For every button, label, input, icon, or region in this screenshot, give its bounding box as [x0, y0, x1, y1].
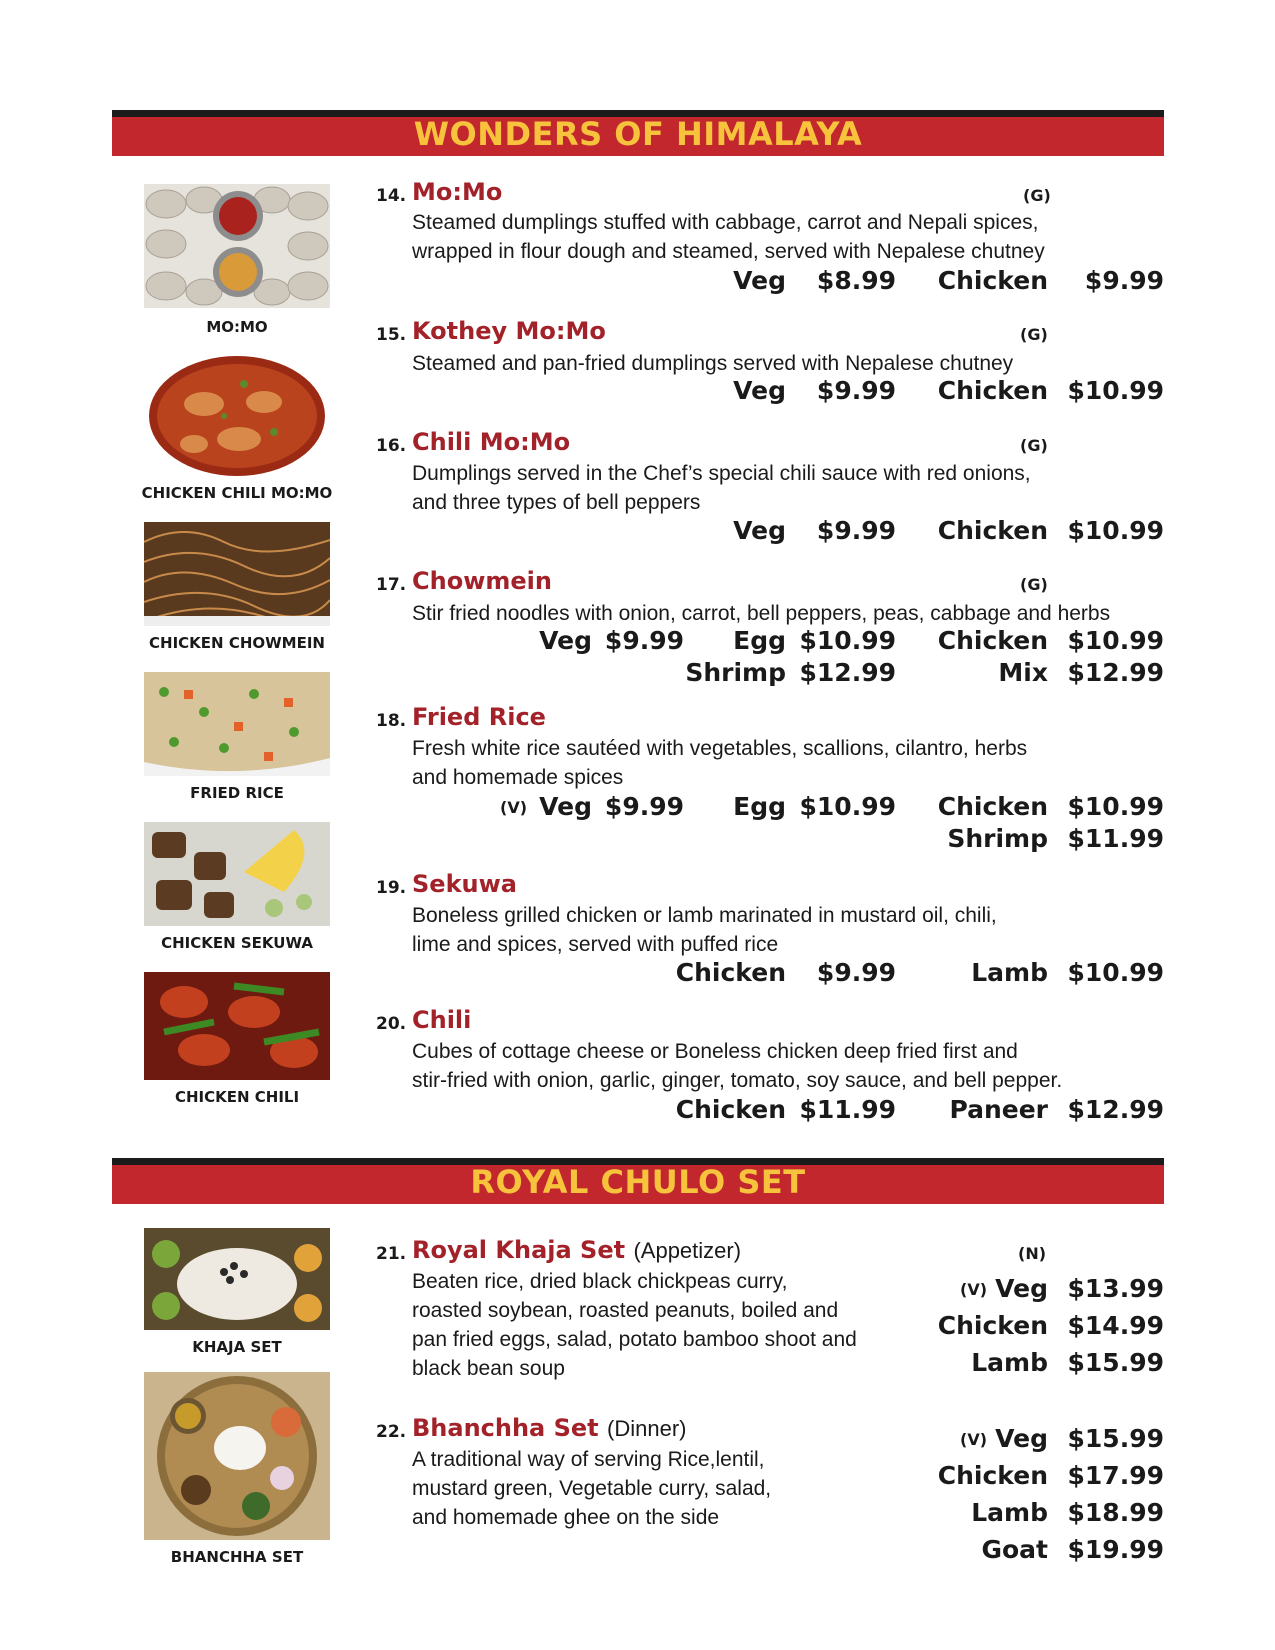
- price-label: Shrimp: [947, 824, 1048, 853]
- price-label: Chicken: [937, 1461, 1048, 1490]
- price-value: $9.99: [604, 626, 684, 655]
- item-name-fried-rice: Fried Rice: [412, 703, 546, 731]
- price-value: $13.99: [1067, 1274, 1164, 1303]
- item-name-royal-khaja-set: Royal Khaja Set (Appetizer): [412, 1236, 742, 1264]
- section-banner-himalaya: [112, 110, 1164, 156]
- item-subtitle: (Dinner): [607, 1416, 687, 1441]
- price-value: $12.99: [1067, 658, 1164, 687]
- item-description: Steamed dumplings stuffed with cabbage, carrot and Nepali spices, wrapped in flour dough and steamed, served with Nepalese chutney: [412, 211, 1045, 263]
- price-label: Lamb: [971, 1348, 1048, 1377]
- item-number: 18.: [376, 711, 407, 731]
- item-number: 14.: [376, 186, 407, 206]
- price-value: $8.99: [816, 266, 896, 295]
- item-number: 15.: [376, 325, 407, 345]
- price-value: $12.99: [1067, 1095, 1164, 1124]
- price-value: $10.99: [1067, 958, 1164, 987]
- price-value: $17.99: [1067, 1461, 1164, 1490]
- price-label: Chicken: [675, 958, 786, 987]
- price-label: Egg: [733, 792, 786, 821]
- item-name-chili-momo: Chili Mo:Mo: [412, 428, 571, 456]
- photo-caption: MO:MO: [206, 318, 268, 336]
- price-label: Mix: [998, 658, 1048, 687]
- item-name-sekuwa: Sekuwa: [412, 870, 517, 898]
- price-label: Chicken: [937, 626, 1048, 655]
- item-description: A traditional way of serving Rice,lentil, mustard green, Vegetable curry, salad, and homemade ghee on the side: [412, 1448, 772, 1529]
- price-label: Lamb: [971, 1498, 1048, 1527]
- item-name-momo: Mo:Mo: [412, 178, 503, 206]
- photo-caption: CHICKEN CHILI MO:MO: [141, 484, 333, 502]
- item-name-kothey-momo: Kothey Mo:Mo: [412, 317, 606, 345]
- item-number: 22.: [376, 1422, 407, 1442]
- price-label: Chicken: [675, 1095, 786, 1124]
- item-description: Stir fried noodles with onion, carrot, bell peppers, peas, cabbage and herbs: [412, 602, 1111, 625]
- price-value: $9.99: [816, 376, 896, 405]
- item-description: Fresh white rice sautéed with vegetables, scallions, cilantro, herbs and homemade spices: [412, 737, 1028, 789]
- item-number: 19.: [376, 878, 407, 898]
- chicken-chili-momo-photo: [144, 354, 330, 478]
- price-label: Paneer: [949, 1095, 1048, 1124]
- item-number: 21.: [376, 1244, 407, 1264]
- item-description: Dumplings served in the Chef’s special chili sauce with red onions, and three types of bell peppers: [412, 462, 1031, 514]
- item-description: Cubes of cottage cheese or Boneless chicken deep fried first and stir-fried with onion, garlic, ginger, tomato, soy sauce, and bell pepper.: [412, 1040, 1063, 1092]
- price-label: Shrimp: [685, 658, 786, 687]
- price-label: Chicken: [937, 1311, 1048, 1340]
- vegan-tag: (V): [960, 1280, 988, 1299]
- fried-rice-photo: [144, 672, 330, 776]
- price-value: $15.99: [1067, 1424, 1164, 1453]
- item-description: Steamed and pan-fried dumplings served with Nepalese chutney: [412, 352, 1014, 375]
- item-name-bhanchha-set: Bhanchha Set (Dinner): [412, 1414, 687, 1442]
- price-label: Veg: [995, 1424, 1048, 1453]
- price-value: $19.99: [1067, 1535, 1164, 1564]
- chicken-chowmein-photo: [144, 522, 330, 626]
- price-value: $10.99: [1067, 792, 1164, 821]
- price-label: Chicken: [937, 266, 1048, 295]
- price-label: Chicken: [937, 376, 1048, 405]
- price-label: Veg: [995, 1274, 1048, 1303]
- price-label: Goat: [981, 1535, 1048, 1564]
- price-value: $10.99: [1067, 626, 1164, 655]
- momo-photo: [144, 184, 330, 308]
- price-label: Veg: [733, 266, 786, 295]
- price-label: Egg: [733, 626, 786, 655]
- section-title: WONDERS OF HIMALAYA: [413, 115, 863, 153]
- gluten-tag: (G): [1020, 436, 1048, 455]
- item-name-chowmein: Chowmein: [412, 567, 552, 595]
- bhanchha-set-photo: [144, 1372, 330, 1540]
- section-title: ROYAL CHULO SET: [470, 1163, 806, 1201]
- price-value: $10.99: [799, 626, 896, 655]
- gluten-tag: (G): [1020, 325, 1048, 344]
- price-label: Veg: [733, 376, 786, 405]
- price-value: $11.99: [799, 1095, 896, 1124]
- price-value: $10.99: [799, 792, 896, 821]
- item-description: Boneless grilled chicken or lamb marinated in mustard oil, chili, lime and spices, served with puffed rice: [412, 904, 997, 956]
- gluten-tag: (G): [1023, 186, 1051, 205]
- price-value: $12.99: [799, 658, 896, 687]
- price-label: Chicken: [937, 516, 1048, 545]
- vegan-tag: (V): [960, 1430, 988, 1449]
- price-value: $9.99: [816, 516, 896, 545]
- price-value: $11.99: [1067, 824, 1164, 853]
- item-number: 17.: [376, 575, 407, 595]
- price-value: $9.99: [816, 958, 896, 987]
- price-label: Veg: [539, 626, 592, 655]
- nut-tag: (N): [1018, 1244, 1047, 1263]
- price-value: $9.99: [604, 792, 684, 821]
- photo-caption: CHICKEN SEKUWA: [161, 934, 313, 952]
- photo-caption: KHAJA SET: [192, 1338, 282, 1356]
- photo-caption: CHICKEN CHOWMEIN: [149, 634, 325, 652]
- vegan-tag: (V): [500, 798, 528, 817]
- item-number: 16.: [376, 436, 407, 456]
- price-label: Veg: [539, 792, 592, 821]
- item-subtitle: (Appetizer): [633, 1238, 742, 1263]
- chicken-chili-photo: [144, 972, 330, 1080]
- item-description: Beaten rice, dried black chickpeas curry, roasted soybean, roasted peanuts, boiled and pan fried eggs, salad, potato bamboo shoot and black bean soup: [412, 1270, 857, 1380]
- item-name-chili: Chili: [412, 1006, 472, 1034]
- price-label: Chicken: [937, 792, 1048, 821]
- price-value: $9.99: [1084, 266, 1164, 295]
- price-label: Lamb: [971, 958, 1048, 987]
- photo-caption: CHICKEN CHILI: [174, 1088, 300, 1106]
- section-banner-royal-chulo: [112, 1158, 1164, 1204]
- item-number: 20.: [376, 1014, 407, 1034]
- khaja-set-photo: [144, 1228, 330, 1330]
- price-label: Veg: [733, 516, 786, 545]
- price-value: $14.99: [1067, 1311, 1164, 1340]
- photo-caption: BHANCHHA SET: [170, 1548, 304, 1566]
- price-value: $18.99: [1067, 1498, 1164, 1527]
- price-value: $10.99: [1067, 376, 1164, 405]
- price-value: $10.99: [1067, 516, 1164, 545]
- photo-caption: FRIED RICE: [190, 784, 284, 802]
- chicken-sekuwa-photo: [144, 822, 330, 926]
- price-value: $15.99: [1067, 1348, 1164, 1377]
- gluten-tag: (G): [1020, 575, 1048, 594]
